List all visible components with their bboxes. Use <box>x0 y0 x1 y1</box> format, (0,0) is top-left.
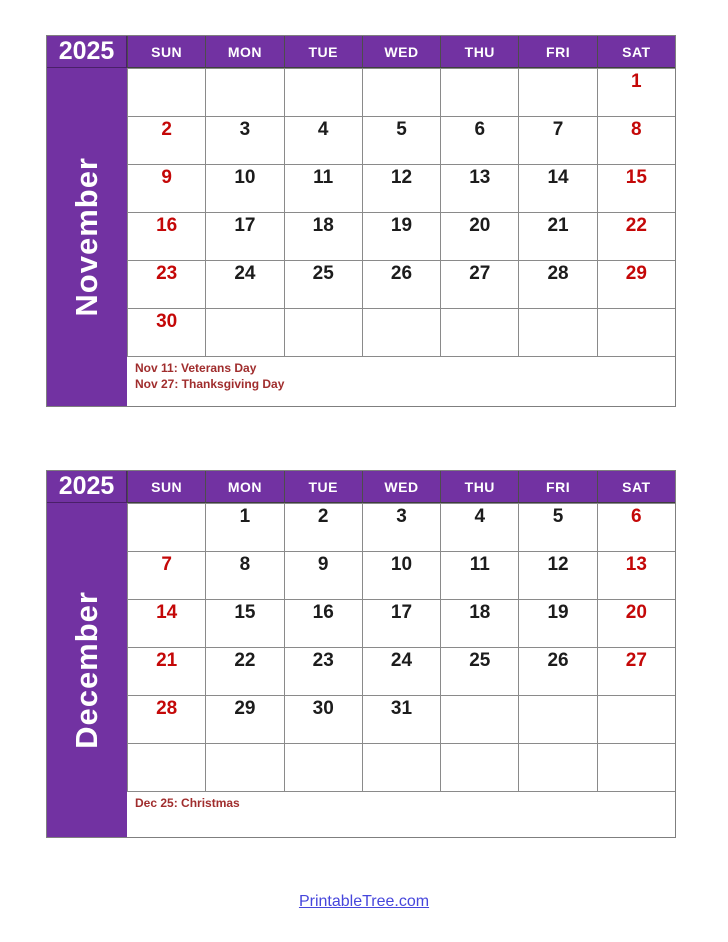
date-cell-13: 13 <box>440 164 518 212</box>
date-cell-16: 16 <box>127 212 205 260</box>
date-cell-8: 8 <box>597 116 675 164</box>
date-cell-empty <box>205 308 283 356</box>
date-cell-empty <box>440 695 518 743</box>
date-cell-2: 2 <box>284 503 362 551</box>
date-cell-empty <box>518 743 596 791</box>
date-cell-5: 5 <box>518 503 596 551</box>
date-cell-24: 24 <box>205 260 283 308</box>
day-header-mon: MON <box>205 36 283 68</box>
date-cell-9: 9 <box>127 164 205 212</box>
date-cell-empty <box>205 743 283 791</box>
date-cell-6: 6 <box>440 116 518 164</box>
date-cell-18: 18 <box>284 212 362 260</box>
date-cell-3: 3 <box>205 116 283 164</box>
day-header-fri: FRI <box>518 36 596 68</box>
date-cell-23: 23 <box>127 260 205 308</box>
date-cell-15: 15 <box>597 164 675 212</box>
date-cell-5: 5 <box>362 116 440 164</box>
date-cell-14: 14 <box>518 164 596 212</box>
date-cell-9: 9 <box>284 551 362 599</box>
date-cell-empty <box>518 695 596 743</box>
year-label: 2025 <box>47 36 127 68</box>
date-cell-30: 30 <box>284 695 362 743</box>
date-cell-18: 18 <box>440 599 518 647</box>
date-cell-7: 7 <box>127 551 205 599</box>
month-sidebar <box>47 503 127 837</box>
day-header-tue: TUE <box>284 471 362 503</box>
date-cell-10: 10 <box>362 551 440 599</box>
date-cell-11: 11 <box>284 164 362 212</box>
date-cell-empty <box>440 743 518 791</box>
date-cell-19: 19 <box>362 212 440 260</box>
date-cell-4: 4 <box>440 503 518 551</box>
date-cell-30: 30 <box>127 308 205 356</box>
day-header-sat: SAT <box>597 471 675 503</box>
date-cell-empty <box>440 68 518 116</box>
date-cell-31: 31 <box>362 695 440 743</box>
date-cell-6: 6 <box>597 503 675 551</box>
date-cell-10: 10 <box>205 164 283 212</box>
month-sidebar <box>47 68 127 406</box>
date-cell-4: 4 <box>284 116 362 164</box>
date-cell-21: 21 <box>127 647 205 695</box>
date-cell-12: 12 <box>362 164 440 212</box>
date-cell-1: 1 <box>597 68 675 116</box>
date-cell-21: 21 <box>518 212 596 260</box>
date-cell-25: 25 <box>440 647 518 695</box>
date-cell-8: 8 <box>205 551 283 599</box>
date-cell-25: 25 <box>284 260 362 308</box>
date-cell-28: 28 <box>127 695 205 743</box>
date-cell-empty <box>205 68 283 116</box>
date-cell-22: 22 <box>597 212 675 260</box>
day-header-mon: MON <box>205 471 283 503</box>
day-header-wed: WED <box>362 471 440 503</box>
date-cell-empty <box>284 743 362 791</box>
date-cell-12: 12 <box>518 551 596 599</box>
holiday-note: Dec 25: Christmas <box>135 796 240 810</box>
date-cell-empty <box>362 308 440 356</box>
date-cell-1: 1 <box>205 503 283 551</box>
date-cell-empty <box>597 308 675 356</box>
date-cell-29: 29 <box>597 260 675 308</box>
date-cell-14: 14 <box>127 599 205 647</box>
date-cell-empty <box>518 308 596 356</box>
calendar-december <box>46 470 676 838</box>
date-cell-26: 26 <box>362 260 440 308</box>
holiday-notes <box>127 356 675 406</box>
date-cell-27: 27 <box>597 647 675 695</box>
date-cell-23: 23 <box>284 647 362 695</box>
holiday-notes <box>127 791 675 837</box>
date-cell-17: 17 <box>362 599 440 647</box>
date-cell-13: 13 <box>597 551 675 599</box>
day-header-thu: THU <box>440 471 518 503</box>
date-cell-empty <box>597 695 675 743</box>
date-cell-19: 19 <box>518 599 596 647</box>
printabletree-link[interactable]: PrintableTree.com <box>298 893 430 910</box>
date-cell-7: 7 <box>518 116 596 164</box>
day-header-wed: WED <box>362 36 440 68</box>
date-cell-empty <box>284 308 362 356</box>
day-header-tue: TUE <box>284 36 362 68</box>
date-cell-empty <box>362 743 440 791</box>
year-label: 2025 <box>47 471 127 503</box>
date-cell-20: 20 <box>597 599 675 647</box>
date-cell-15: 15 <box>205 599 283 647</box>
footer <box>0 893 728 911</box>
date-cell-24: 24 <box>362 647 440 695</box>
date-cell-empty <box>284 68 362 116</box>
calendar-november <box>46 35 676 407</box>
date-cell-empty <box>127 68 205 116</box>
date-cell-empty <box>597 743 675 791</box>
date-cell-17: 17 <box>205 212 283 260</box>
holiday-note: Nov 11: Veterans Day <box>135 361 257 375</box>
date-cell-27: 27 <box>440 260 518 308</box>
date-cell-29: 29 <box>205 695 283 743</box>
day-header-sun: SUN <box>127 471 205 503</box>
month-label: November <box>69 157 104 317</box>
date-cell-28: 28 <box>518 260 596 308</box>
date-cell-16: 16 <box>284 599 362 647</box>
day-header-sun: SUN <box>127 36 205 68</box>
holiday-note: Nov 27: Thanksgiving Day <box>135 377 285 391</box>
day-header-sat: SAT <box>597 36 675 68</box>
month-label: December <box>69 591 104 749</box>
date-cell-11: 11 <box>440 551 518 599</box>
date-cell-26: 26 <box>518 647 596 695</box>
date-cell-empty <box>127 743 205 791</box>
date-cell-3: 3 <box>362 503 440 551</box>
date-cell-empty <box>127 503 205 551</box>
date-cell-22: 22 <box>205 647 283 695</box>
date-cell-empty <box>362 68 440 116</box>
day-header-thu: THU <box>440 36 518 68</box>
date-cell-empty <box>440 308 518 356</box>
day-header-fri: FRI <box>518 471 596 503</box>
date-cell-2: 2 <box>127 116 205 164</box>
date-cell-empty <box>518 68 596 116</box>
date-cell-20: 20 <box>440 212 518 260</box>
